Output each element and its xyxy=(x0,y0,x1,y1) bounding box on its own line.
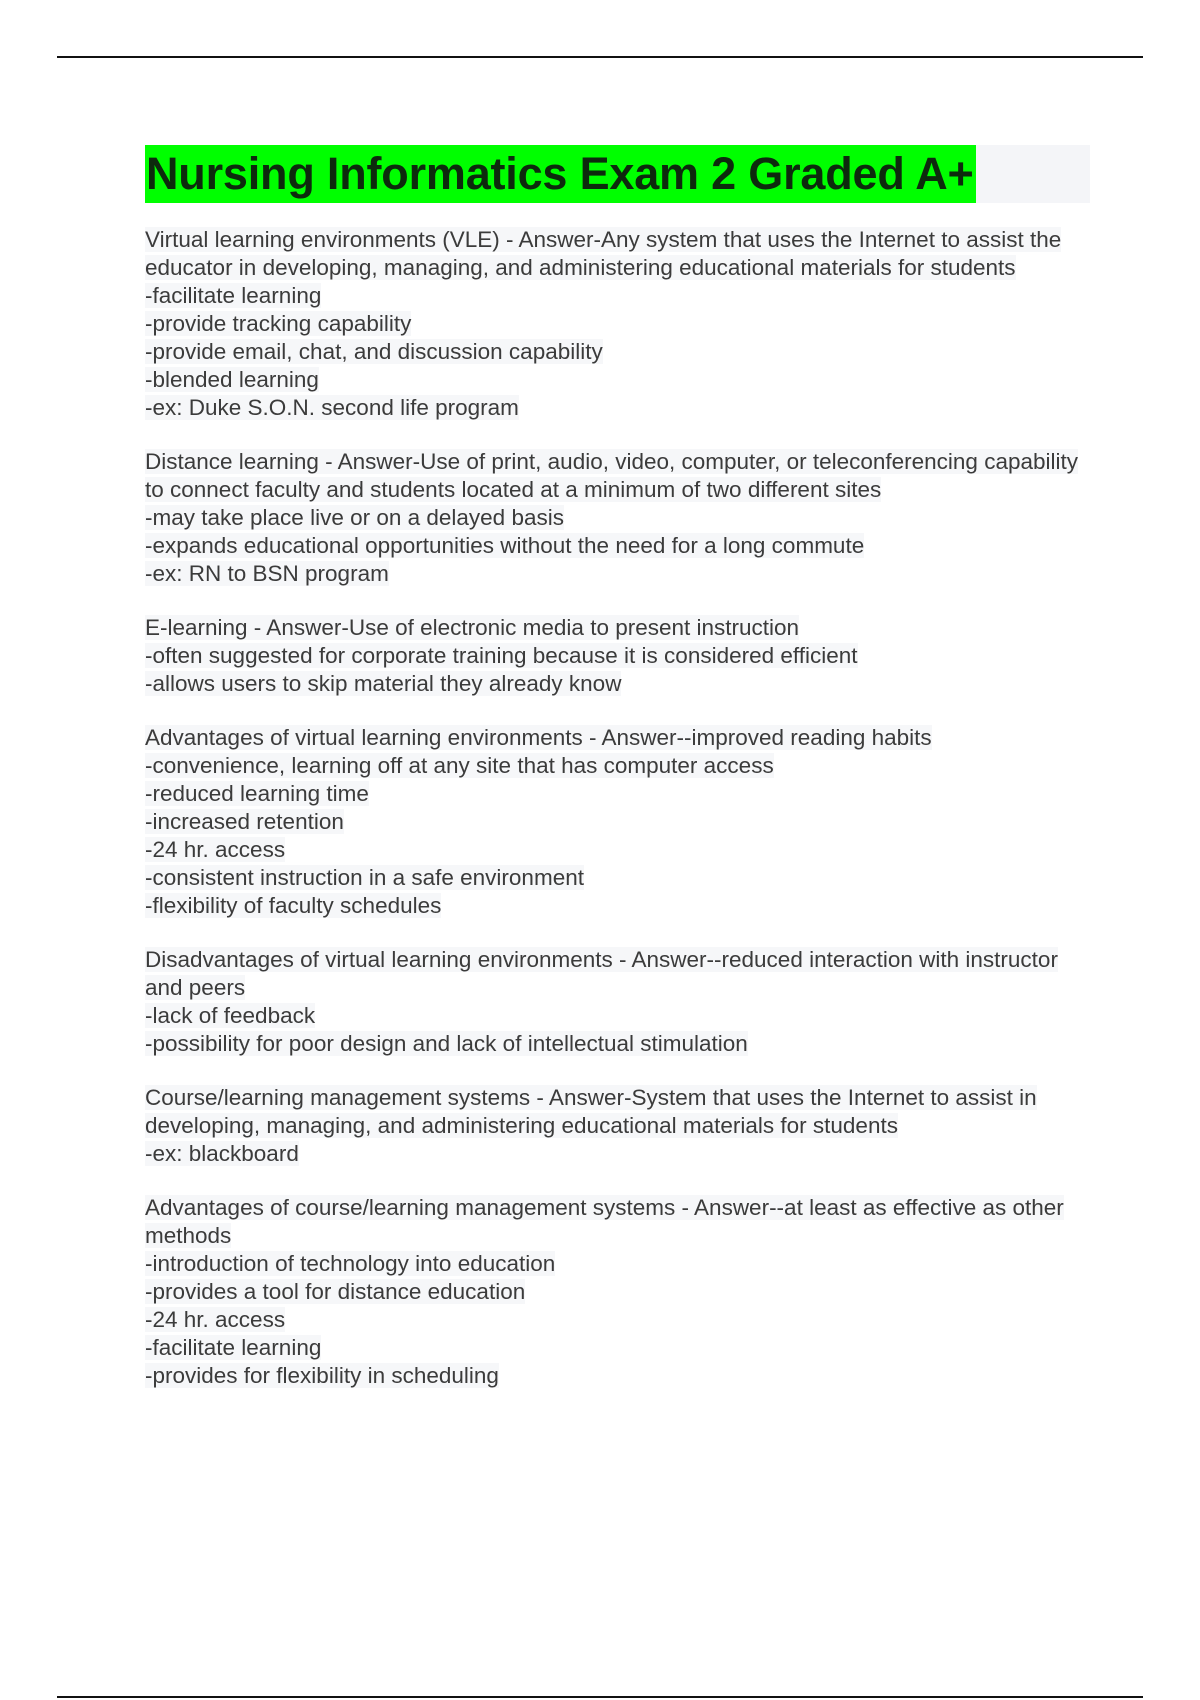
qa-bullet: -possibility for poor design and lack of intellectual stimulation xyxy=(145,1031,748,1056)
qa-bullet: -ex: RN to BSN program xyxy=(145,561,389,586)
document-body xyxy=(145,145,1090,1416)
qa-bullets xyxy=(145,282,1090,422)
qa-bullet: -provide tracking capability xyxy=(145,311,412,336)
qa-bullets xyxy=(145,504,1090,588)
qa-entry xyxy=(145,448,1090,588)
qa-entry xyxy=(145,614,1090,698)
qa-term-answer: Advantages of virtual learning environments - Answer--improved reading habits xyxy=(145,725,932,750)
qa-bullet: -allows users to skip material they already know xyxy=(145,671,622,696)
qa-bullet: -lack of feedback xyxy=(145,1003,316,1028)
qa-bullet: -ex: blackboard xyxy=(145,1141,299,1166)
qa-bullet: -introduction of technology into education xyxy=(145,1251,556,1276)
qa-bullet: -facilitate learning xyxy=(145,283,322,308)
qa-term-answer: E-learning - Answer-Use of electronic media to present instruction xyxy=(145,615,800,640)
qa-bullet: -provides for flexibility in scheduling xyxy=(145,1363,499,1388)
qa-bullet: -often suggested for corporate training because it is considered efficient xyxy=(145,643,858,668)
qa-entry xyxy=(145,1194,1090,1390)
qa-entry xyxy=(145,226,1090,422)
qa-bullets xyxy=(145,1140,1090,1168)
qa-bullet: -may take place live or on a delayed basis xyxy=(145,505,564,530)
footer-rule xyxy=(57,1696,1143,1698)
qa-bullet: -ex: Duke S.O.N. second life program xyxy=(145,395,519,420)
qa-bullets xyxy=(145,642,1090,698)
qa-bullet: -convenience, learning off at any site that has computer access xyxy=(145,753,774,778)
qa-bullet: -24 hr. access xyxy=(145,837,286,862)
title-bar xyxy=(145,145,1090,203)
qa-bullet: -blended learning xyxy=(145,367,319,392)
qa-term-answer: Disadvantages of virtual learning environments - Answer--reduced interaction with instructor and peers xyxy=(145,947,1058,1000)
qa-list xyxy=(145,226,1090,1390)
qa-entry xyxy=(145,946,1090,1058)
qa-bullets xyxy=(145,1250,1090,1390)
qa-bullet: -provides a tool for distance education xyxy=(145,1279,526,1304)
qa-bullet: -consistent instruction in a safe environment xyxy=(145,865,584,890)
qa-entry xyxy=(145,1084,1090,1168)
qa-bullet: -facilitate learning xyxy=(145,1335,322,1360)
qa-bullet: -provide email, chat, and discussion capability xyxy=(145,339,603,364)
qa-term-answer: Advantages of course/learning management systems - Answer--at least as effective as other methods xyxy=(145,1195,1064,1248)
qa-bullets xyxy=(145,1002,1090,1058)
qa-bullet: -flexibility of faculty schedules xyxy=(145,893,442,918)
qa-entry xyxy=(145,724,1090,920)
qa-bullet: -reduced learning time xyxy=(145,781,369,806)
qa-term-answer: Virtual learning environments (VLE) - Answer-Any system that uses the Internet to assist the educator in developing, managing, and administering educational materials for students xyxy=(145,227,1062,280)
qa-bullets xyxy=(145,752,1090,920)
qa-term-answer: Course/learning management systems - Answer-System that uses the Internet to assist in developing, managing, and administering educational materials for students xyxy=(145,1085,1037,1138)
qa-bullet: -increased retention xyxy=(145,809,344,834)
qa-term-answer: Distance learning - Answer-Use of print, audio, video, computer, or teleconferencing capability to connect faculty and students located at a minimum of two different sites xyxy=(145,449,1078,502)
qa-bullet: -expands educational opportunities without the need for a long commute xyxy=(145,533,865,558)
qa-bullet: -24 hr. access xyxy=(145,1307,286,1332)
header-rule xyxy=(57,56,1143,58)
document-title: Nursing Informatics Exam 2 Graded A+ xyxy=(145,145,976,203)
